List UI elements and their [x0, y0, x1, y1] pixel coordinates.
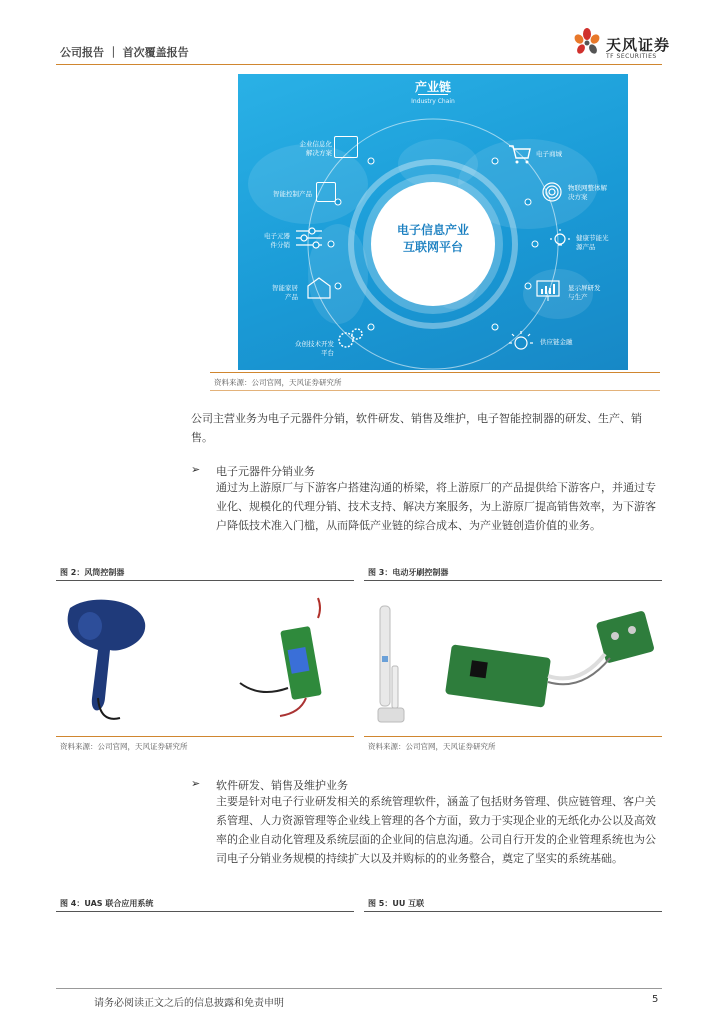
- chain-item-iot-solution: 物联网整体解 决方案: [568, 184, 607, 201]
- logo-subtext: TF SECURITIES: [606, 53, 657, 60]
- lightbulb-icon: [548, 228, 572, 252]
- center-title-line1: 电子信息产业: [396, 223, 469, 237]
- center-title: [371, 222, 495, 256]
- footer-disclaimer: 请务必阅读正文之后的信息披露和免责申明: [94, 998, 284, 1009]
- figure1-source: 资料来源：公司官网，天风证券研究所: [214, 378, 342, 387]
- chain-item-maker-platform: 众创技术开发 平台: [295, 340, 334, 357]
- chain-item-e-mall: 电子商城: [536, 150, 562, 158]
- sun-icon: [508, 330, 534, 354]
- footer-divider: [56, 988, 662, 989]
- bullet1-heading: 电子元器件分销业务: [216, 465, 315, 478]
- logo-mark: [570, 26, 604, 60]
- title-underline: [418, 94, 448, 95]
- chain-subtitle: Industry Chain: [411, 98, 455, 105]
- cart-icon: [508, 144, 532, 164]
- enterprise-info-icon: [334, 136, 358, 158]
- bullet2-heading: 软件研发、销售及维护业务: [216, 779, 348, 792]
- figure5-caption: 图 5：UU 互联: [368, 899, 425, 908]
- figure1-bottom-divider: [210, 390, 660, 391]
- figure3-source: 资料来源：公司官网，天风证券研究所: [368, 742, 496, 751]
- figure4-caption: 图 4：UAS 联合应用系统: [60, 899, 154, 908]
- fingerprint-icon: [540, 180, 564, 204]
- figure5-top-rule: [364, 911, 662, 912]
- figure3-top-rule: [364, 580, 662, 581]
- chain-item-enterprise-info: 企业信息化 解决方案: [299, 140, 332, 157]
- display-chart-icon: [536, 280, 560, 302]
- bullet2-marker: ➢: [191, 777, 201, 790]
- sliders-icon: [294, 226, 324, 250]
- figure2-source: 资料来源：公司官网，天风证券研究所: [60, 742, 188, 751]
- figure2-source-divider: [56, 736, 354, 737]
- chain-title: 产业链: [414, 80, 451, 94]
- figure4-top-rule: [56, 911, 354, 912]
- report-type-title: 公司报告 ｜ 首次覆盖报告: [60, 46, 189, 59]
- header-divider: [56, 64, 662, 65]
- center-title-line2: 互联网平台: [402, 240, 463, 254]
- chain-item-lighting: 健康节能光 源产品: [576, 234, 609, 251]
- chain-item-smart-home: 智能家居 产品: [272, 284, 298, 301]
- toothbrush-controller-image: [370, 596, 660, 728]
- chain-item-smart-control: 智能控制产品: [273, 190, 312, 198]
- intro-paragraph: 公司主营业务为电子元器件分销，软件研发、销售及维护，电子智能控制器的研发、生产、销售。: [191, 412, 642, 444]
- chain-item-supply-finance: 供应链金融: [540, 338, 573, 346]
- gears-icon: [336, 326, 364, 350]
- bullet1-marker: ➢: [191, 463, 201, 476]
- figure2-top-rule: [56, 580, 354, 581]
- bullet1-body: 通过为上游原厂与下游客户搭建沟通的桥梁，将上游原厂的产品提供给下游客户，并通过专业化、规模化的代理分销、技术支持、解决方案服务，为上游原厂提高销售效率，为下游客户降低技术准入门槛，从而降低产业链的综合成本、为产业链创造价值的业务。: [216, 481, 656, 532]
- smart-home-icon: [306, 276, 332, 300]
- chain-item-display: 显示屏研发 与生产: [568, 284, 601, 301]
- logo-text: 天风证券: [606, 36, 671, 54]
- figure2-caption: 图 2：风筒控制器: [60, 568, 125, 577]
- bullet2-body: 主要是针对电子行业研发相关的系统管理软件，涵盖了包括财务管理、供应链管理、客户关系管理、人力资源管理等企业线上管理的各个方面，致力于实现企业的无纸化办公以及高效率的企业自动化管理及系统层面的企业间的信息沟通。公司自行开发的企业管理系统也为公司电子分销业务规模的持续扩大以及并购标的的业务整合，奠定了坚实的系统基础。: [216, 795, 656, 865]
- figure3-caption: 图 3：电动牙刷控制器: [368, 568, 449, 577]
- hair-dryer-controller-image: [60, 588, 350, 730]
- figure1-source-divider: [210, 372, 660, 373]
- chain-item-component-distribution: 电子元器 件分销: [264, 232, 290, 249]
- page-number: 5: [652, 994, 659, 1005]
- smart-control-icon: [316, 182, 336, 202]
- figure3-source-divider: [364, 736, 662, 737]
- industry-chain-figure: [238, 74, 628, 370]
